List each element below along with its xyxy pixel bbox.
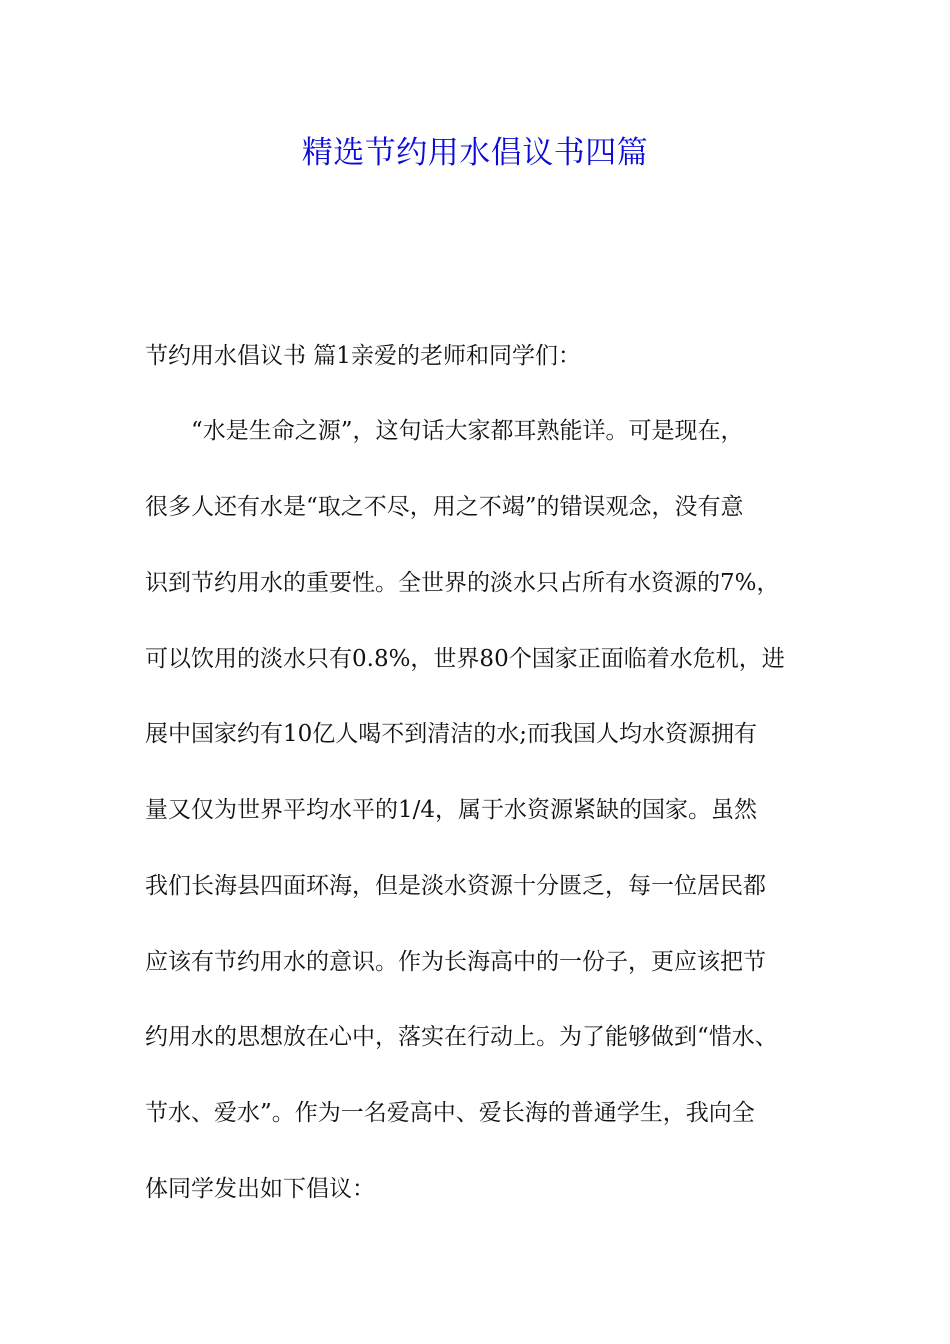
body-line: 体同学发出如下倡议： — [145, 1176, 375, 1202]
body-line: 展中国家约有10亿人喝不到清洁的水;而我国人均水资源拥有 — [145, 721, 758, 747]
body-line: 约用水的思想放在心中，落实在行动上。为了能够做到“惜水、 — [145, 1024, 778, 1050]
document-title: 精选节约用水倡议书四篇 — [301, 135, 649, 171]
body-line: 量又仅为世界平均水平的1/4，属于水资源紧缺的国家。虽然 — [145, 797, 758, 823]
body-line: “水是生命之源”，这句话大家都耳熟能详。可是现在， — [145, 418, 744, 444]
body-line: 识到节约用水的重要性。全世界的淡水只占所有水资源的7%， — [145, 570, 780, 596]
body-line: 节水、爱水”。作为一名爱高中、爱长海的普通学生，我向全 — [145, 1100, 755, 1126]
salutation-line: 节约用水倡议书 篇1亲爱的老师和同学们： — [145, 343, 581, 369]
body-line: 很多人还有水是“取之不尽，用之不竭”的错误观念，没有意 — [145, 494, 744, 520]
body-line: 我们长海县四面环海，但是淡水资源十分匮乏，每一位居民都 — [145, 873, 766, 899]
body-line: 可以饮用的淡水只有0.8%，世界80个国家正面临着水危机，进 — [145, 646, 785, 672]
body-line: 应该有节约用水的意识。作为长海高中的一份子，更应该把节 — [145, 949, 766, 975]
